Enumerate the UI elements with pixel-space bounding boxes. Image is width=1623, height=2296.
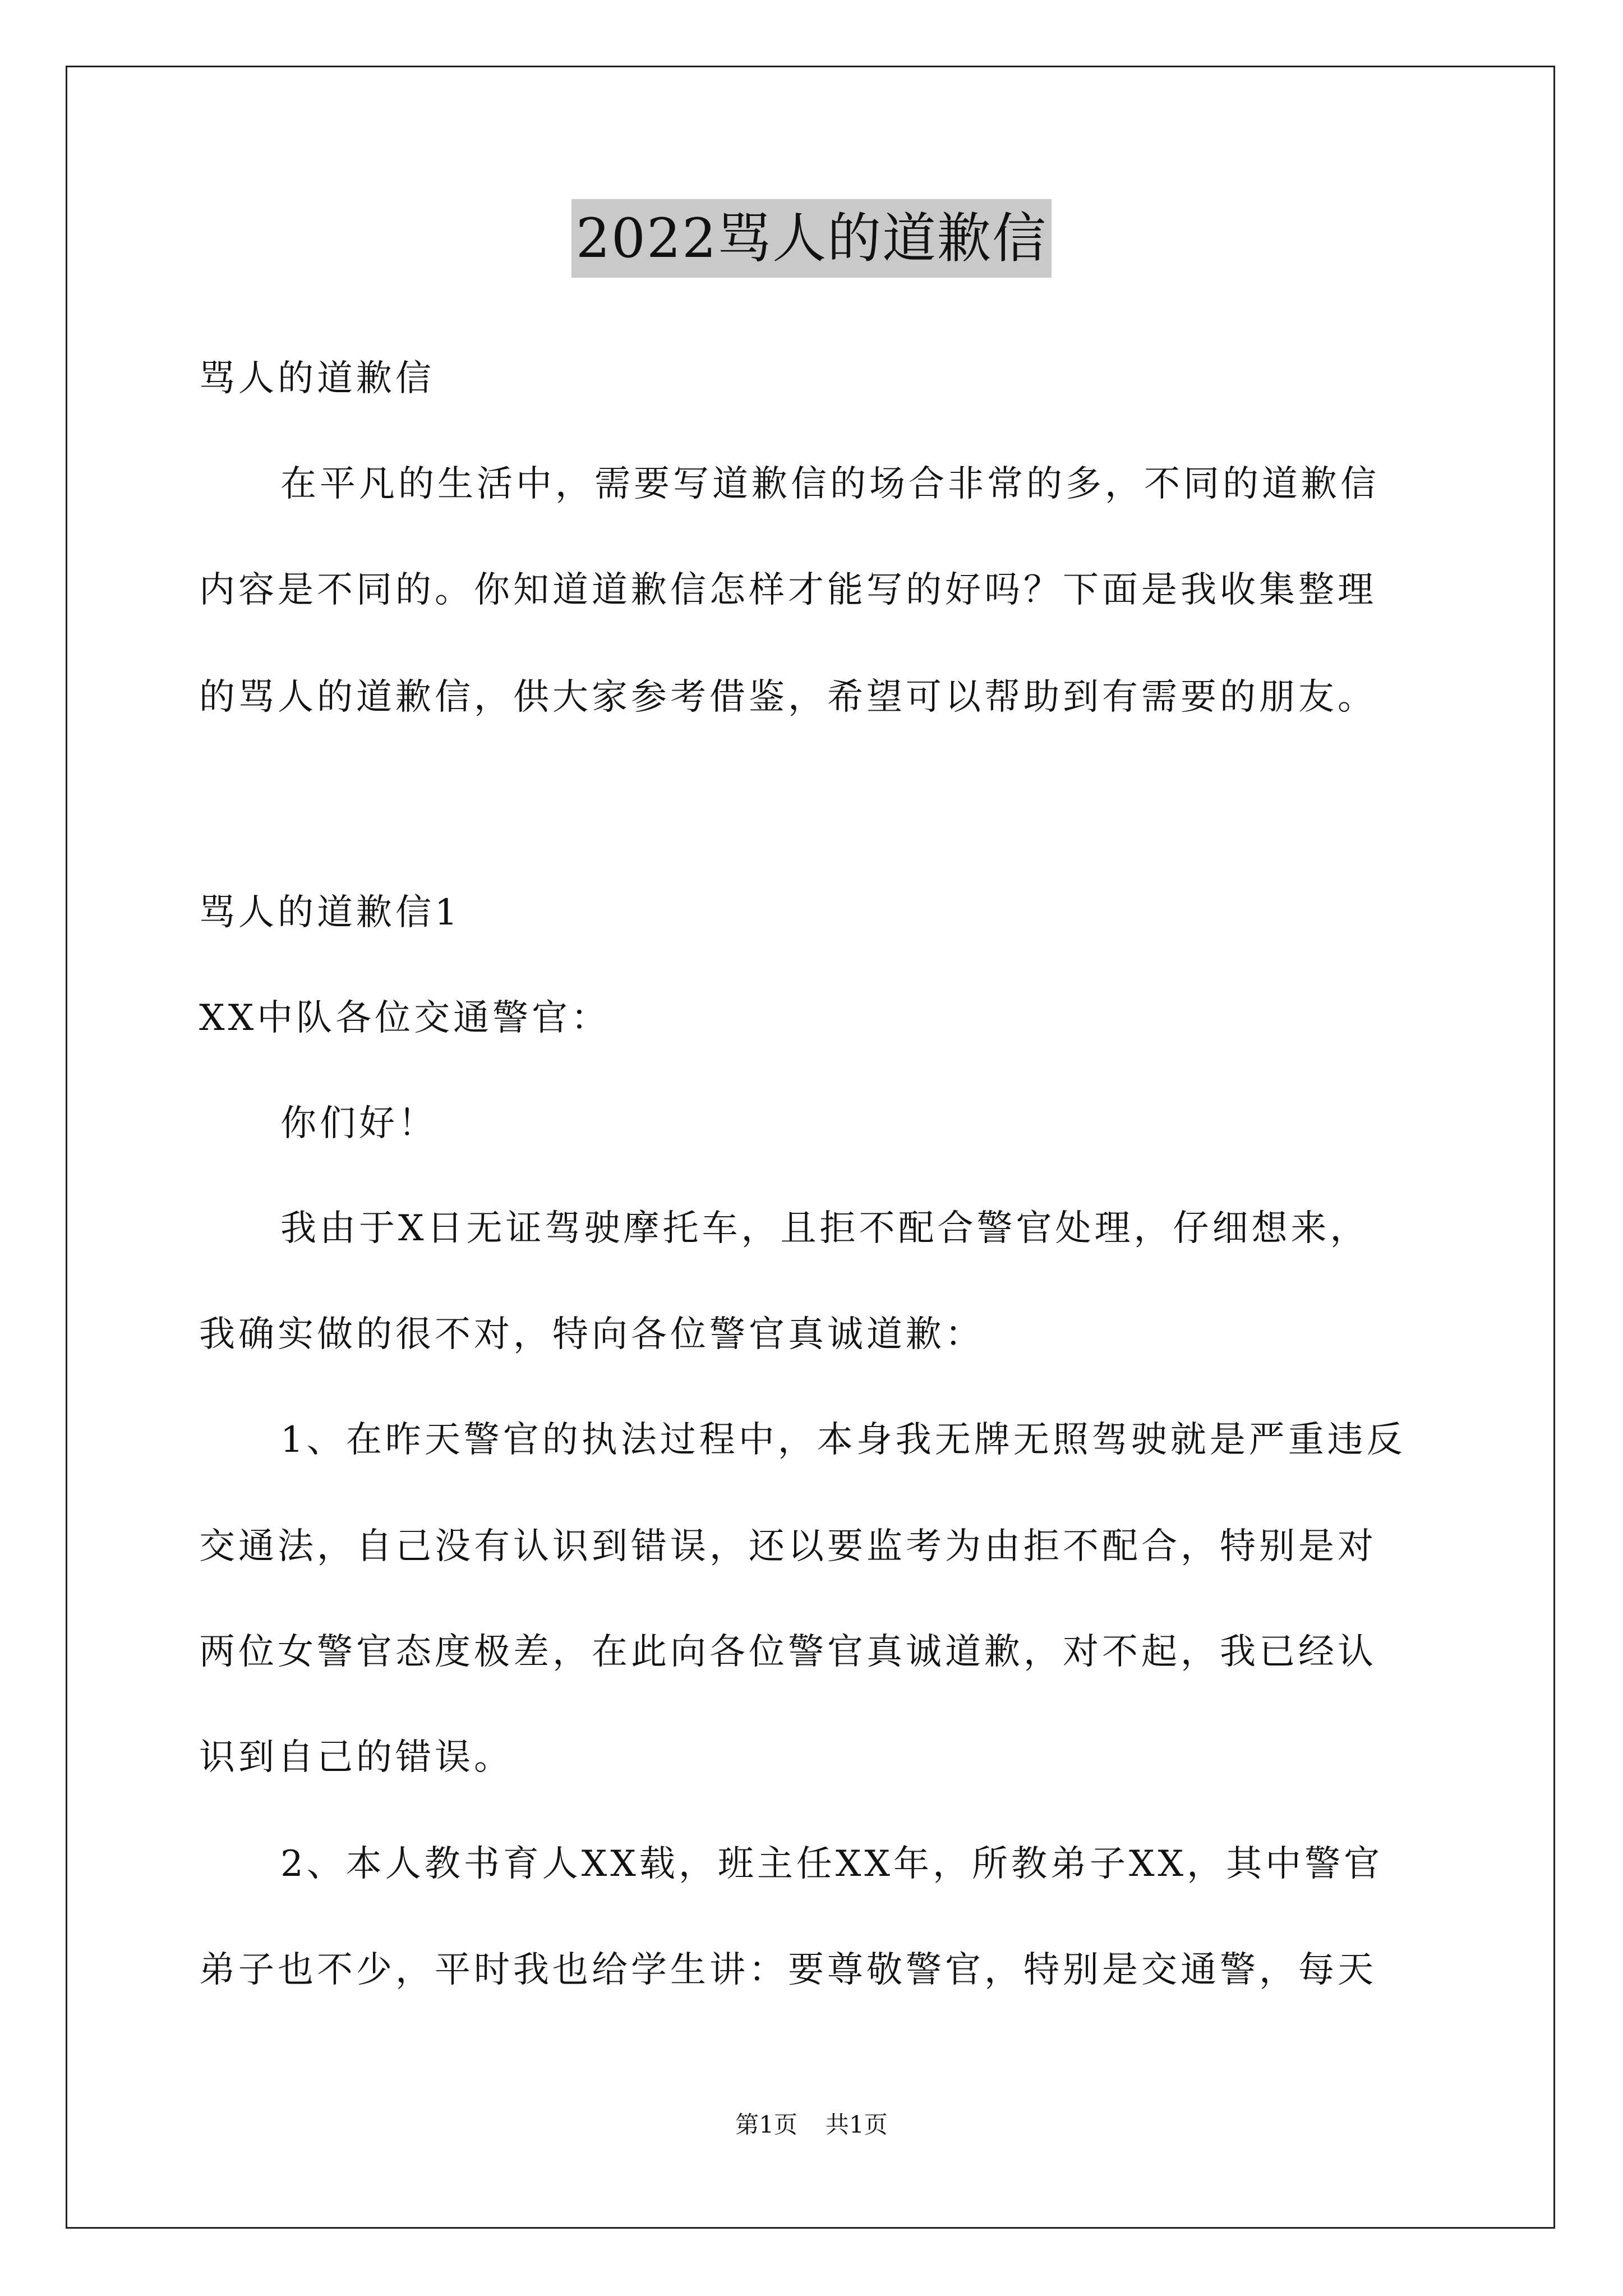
paragraph-line: 1、在昨天警官的执法过程中，本身我无牌无照驾驶就是严重违反 [280, 1419, 1406, 1461]
paragraph-line: 我由于X日无证驾驶摩托车，且拒不配合警官处理，仔细想来， [280, 1208, 1370, 1249]
paragraph-line: 识到自己的错误。 [199, 1737, 513, 1778]
paragraph-line: 2、本人教书育人XX载，班主任XX年，所教弟子XX，其中警官 [280, 1843, 1384, 1885]
subtitle-line: 骂人的道歉信 [199, 358, 435, 399]
section-heading: 骂人的道歉信1 [199, 892, 461, 933]
salutation-line: XX中队各位交通警官： [199, 997, 611, 1039]
document-title: 2022骂人的道歉信 [571, 199, 1052, 278]
paragraph-line: 在平凡的生活中，需要写道歉信的场合非常的多，不同的道歉信 [280, 463, 1380, 505]
paragraph-line: 的骂人的道歉信，供大家参考借鉴，希望可以帮助到有需要的朋友。 [199, 677, 1377, 718]
paragraph-line: 两位女警官态度极差，在此向各位警官真诚道歉，对不起，我已经认 [199, 1631, 1377, 1673]
paragraph-line: 弟子也不少，平时我也给学生讲：要尊敬警官，特别是交通警，每天 [199, 1949, 1377, 1991]
paragraph-line: 交通法，自己没有认识到错误，还以要监考为由拒不配合，特别是对 [199, 1526, 1377, 1567]
page-number-total: 共1页 [826, 2111, 888, 2138]
paragraph-line: 我确实做的很不对，特向各位警官真诚道歉： [199, 1314, 984, 1355]
page-number-current: 第1页 [735, 2111, 797, 2138]
title-container [0, 199, 1623, 278]
greeting-line: 你们好！ [280, 1103, 437, 1144]
page-footer [0, 2109, 1623, 2141]
paragraph-line: 内容是不同的。你知道道歉信怎样才能写的好吗？下面是我收集整理 [199, 569, 1377, 611]
